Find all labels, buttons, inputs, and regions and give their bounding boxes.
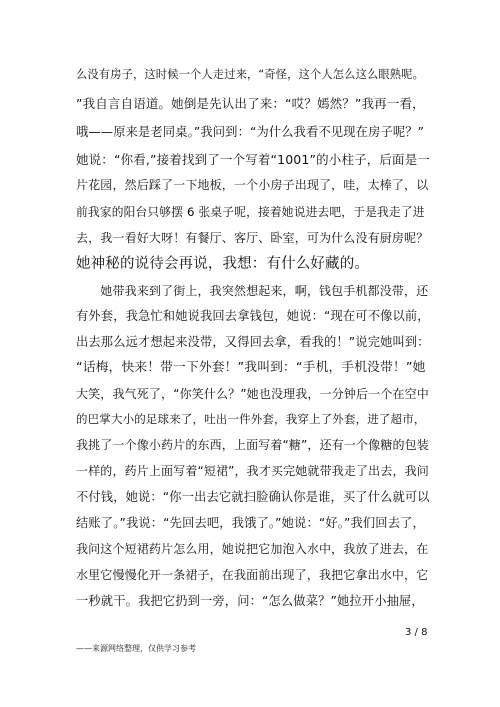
text-line: 水里它慢慢化开一条裙子，在我面前出现了，我把它拿出水中，它 — [76, 568, 429, 582]
text-line: 结账了。”我说：“先回去吧，我饿了。”她说：“好。”我们回去了， — [76, 516, 425, 530]
text-line: 么没有房子，这时候一个人走过来，“奇怪，这个人怎么这么眼熟呢。 — [76, 68, 424, 81]
footer-note: ——来源网络整理，仅供学习参考 — [76, 644, 196, 653]
text-line: ”我自言自语道。她倒是先认出了来：“哎？嫣然？”我再一看， — [76, 96, 425, 111]
text-line: 不付钱，她说：“你一出去它就扫脸确认你是谁，买了什么就可以 — [76, 490, 430, 504]
text-line: 她神秘的说待会再说，我想：有什么好藏的。 — [76, 256, 369, 272]
text-line: 的巴掌大小的足球来了，吐出一件外套，我穿上了外套，进了超市， — [76, 412, 426, 426]
text-line: 去，我一看好大呀！有餐厅、客厅、卧室，可为什么没有厨房呢？ — [76, 231, 429, 245]
text-line: 一秒就干。我把它扔到一旁，问：“怎么做菜？”她拉开小抽屉， — [76, 594, 424, 608]
text-line: 片花园，然后踩了一下地板，一个小房子出现了，哇，太棒了，以 — [76, 178, 429, 192]
text-line: 有外套，我急忙和她说我回去拿钱包，她说：“现在可不像以前， — [76, 309, 430, 323]
text-line: 她带我来到了街上，我突然想起来，啊，钱包手机都没带，还 — [76, 284, 429, 298]
text-line: 哦——原来是老同桌。”我问到：“为什么我看不见现在房子呢？” — [76, 125, 425, 139]
text-line: “话梅，快来！带一下外套！”我叫到：“手机，手机没带！”她 — [76, 360, 426, 375]
text-line: 我问这个短裙药片怎么用，她说把它加泡入水中，我放了进去，在 — [76, 542, 429, 556]
page-number: 3 / 8 — [405, 627, 428, 638]
text-line: 大笑，我气死了，“你笑什么？”她也没理我，一分钟后一个在空中 — [76, 387, 429, 401]
text-line: 前我家的阳台只够摆 6 张桌子呢，接着她说进去吧，于是我走了进 — [76, 205, 425, 219]
text-line: 她说：“你看,”接着找到了一个写着“1001”的小柱子，后面是一 — [76, 152, 430, 167]
text-line: 出去那么远才想起来没带，又得回去拿，看我的！”说完她叫到： — [76, 335, 430, 349]
text-line: 我挑了一个像小药片的东西，上面写着“糖”，还有一个像糖的包装 — [76, 438, 429, 452]
text-line: 一样的，药片上面写着“短裙”，我才买完她就带我走了出去，我问 — [76, 464, 429, 478]
